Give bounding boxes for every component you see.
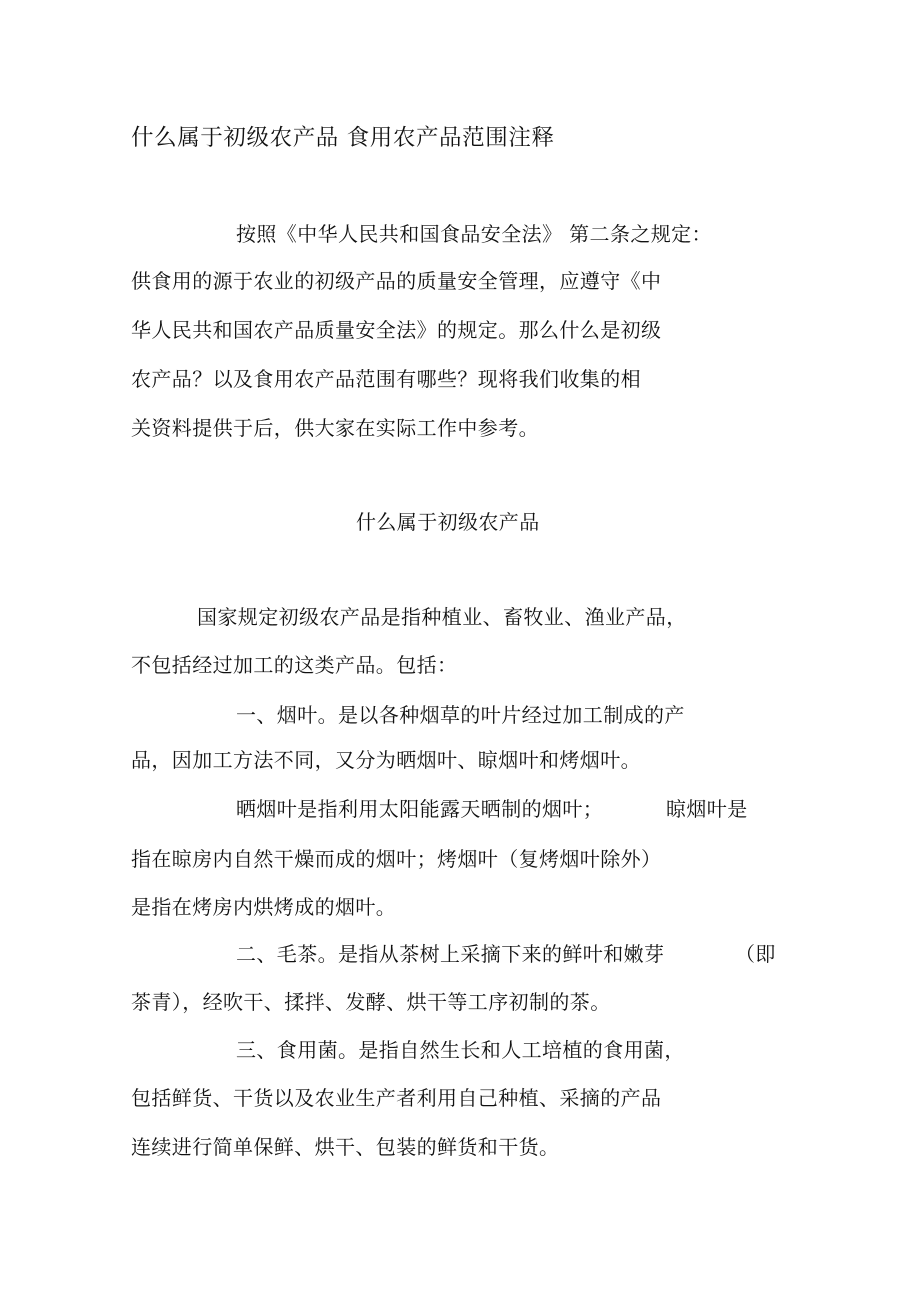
intro-line-1: 按照《中华人民共和国食品安全法》 第二条之规定： <box>236 222 712 246</box>
item1-detail-line-1b: 晾烟叶是 <box>666 797 748 821</box>
intro-line-4: 农产品？以及食用农产品范围有哪些？现将我们收集的相 <box>131 367 641 391</box>
item1-detail-line-3: 是指在烤房内烘烤成的烟叶。 <box>131 895 397 919</box>
section-heading: 什么属于初级农产品 <box>356 510 540 534</box>
document-title: 什么属于初级农产品 食用农产品范围注释 <box>131 125 555 151</box>
item1-detail-line-1a: 晒烟叶是指利用太阳能露天晒制的烟叶； <box>236 797 604 821</box>
item2-line-1a: 二、毛茶。是指从茶树上采摘下来的鲜叶和嫩芽 <box>236 942 665 966</box>
definition-line-2: 不包括经过加工的这类产品。包括： <box>131 653 458 677</box>
item1-detail-line-2: 指在晾房内自然干燥而成的烟叶；烤烟叶（复烤烟叶除外） <box>131 847 662 871</box>
item3-line-2: 包括鲜货、干货以及农业生产者利用自己种植、采摘的产品 <box>131 1086 662 1110</box>
item1-line-2: 品，因加工方法不同，又分为晒烟叶、晾烟叶和烤烟叶。 <box>131 748 641 772</box>
intro-line-3: 华人民共和国农产品质量安全法》的规定。那么什么是初级 <box>131 318 662 342</box>
item3-line-1: 三、食用菌。是指自然生长和人工培植的食用菌， <box>236 1038 685 1062</box>
item3-line-3: 连续进行简单保鲜、烘干、包装的鲜货和干货。 <box>131 1135 560 1159</box>
definition-line-1: 国家规定初级农产品是指种植业、畜牧业、渔业产品， <box>197 605 687 629</box>
item2-line-2: 茶青），经吹干、揉拌、发酵、烘干等工序初制的茶。 <box>131 990 611 1014</box>
intro-line-2: 供食用的源于农业的初级产品的质量安全管理，应遵守《中 <box>131 269 662 293</box>
item2-line-1b: （即 <box>735 942 776 966</box>
intro-line-5: 关资料提供于后，供大家在实际工作中参考。 <box>131 416 539 440</box>
item1-line-1: 一、烟叶。是以各种烟草的叶片经过加工制成的产 <box>236 703 685 727</box>
